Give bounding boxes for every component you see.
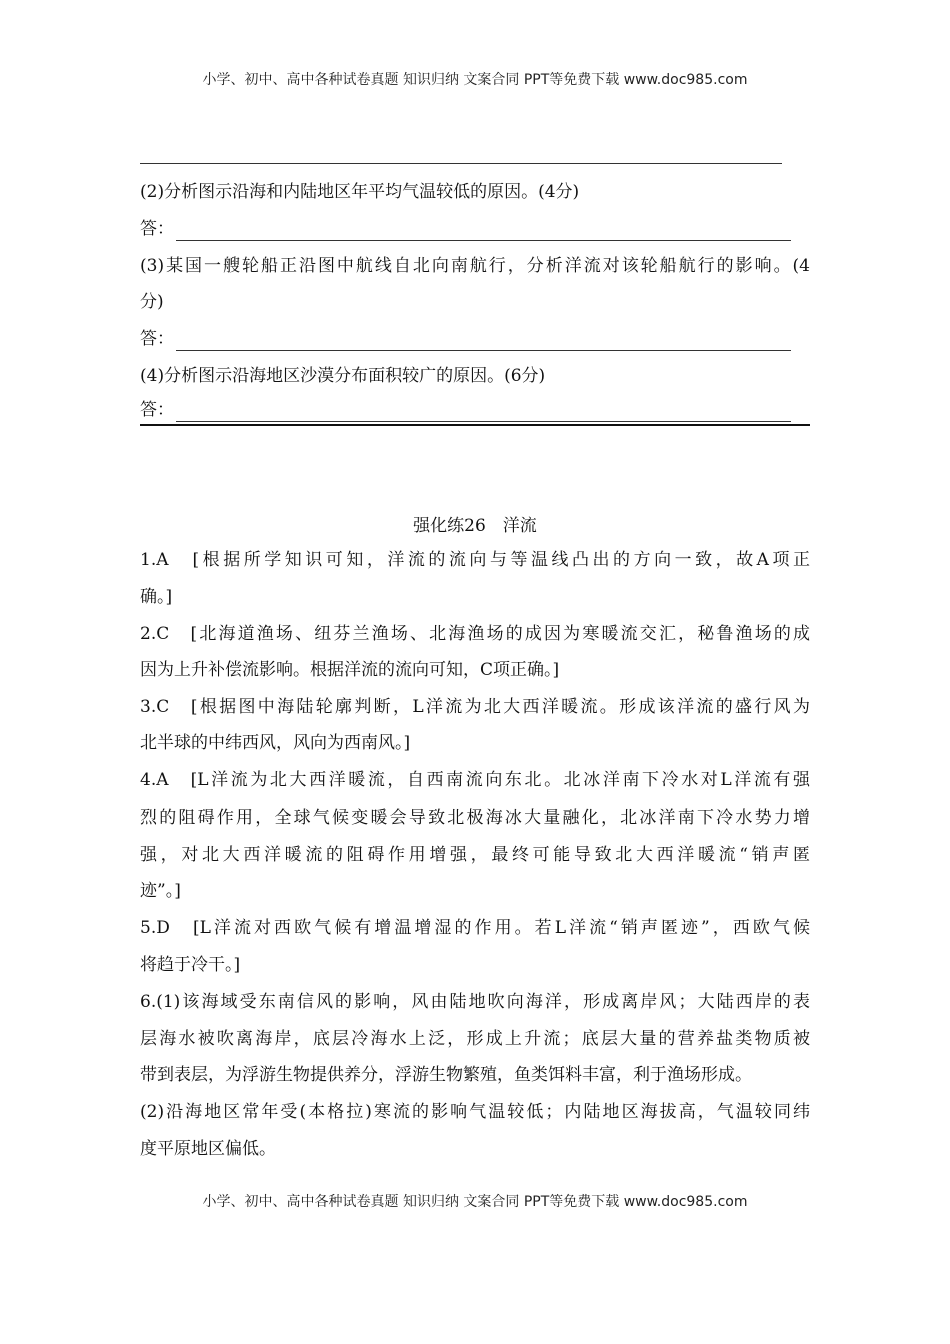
answer-line-text: 6.(1)该海域受东南信风的影响，风由陆地吹向海洋，形成离岸风；大陆西岸的表: [140, 992, 810, 1012]
answer-line-text: 迹”。]: [140, 881, 181, 901]
answer-line-text: 带到表层，为浮游生物提供养分，浮游生物繁殖，鱼类饵料丰富，利于渔场形成。: [140, 1065, 752, 1085]
answer-blank[interactable]: [176, 403, 791, 422]
answer-3: [140, 327, 810, 351]
answer-label: 答：: [140, 219, 174, 239]
answer-label: 答：: [140, 400, 174, 420]
answer-line-text: 层海水被吹离海岸，底层冷海水上泛，形成上升流；底层大量的营养盐类物质被: [140, 1029, 810, 1049]
answer-line-text: 5.D [L洋流对西欧气候有增温增湿的作用。若L洋流“销声匿迹”，西欧气候: [140, 918, 810, 938]
question-3-cont: 分): [140, 292, 164, 312]
answer-blank[interactable]: [176, 222, 791, 241]
answer-line-text: 1.A [根据所学知识可知，洋流的流向与等温线凸出的方向一致，故A项正: [140, 550, 810, 570]
section-title: 强化练26 洋流: [413, 516, 537, 536]
answer-line-text: 度平原地区偏低。: [140, 1139, 276, 1159]
answer-label: 答：: [140, 329, 174, 349]
answer-line-text: 因为上升补偿流影响。根据洋流的流向可知，C项正确。]: [140, 660, 560, 680]
answer-line-text: 将趋于冷干。]: [140, 955, 241, 975]
answer-line-text: 确。]: [140, 587, 173, 607]
question-4: (4)分析图示沿海地区沙漠分布面积较广的原因。(6分): [140, 366, 546, 386]
answer-line-text: 烈的阻碍作用，全球气候变暖会导致北极海冰大量融化，北冰洋南下冷水势力增: [140, 808, 810, 828]
answer-blank[interactable]: [176, 332, 791, 351]
answer-4: [140, 398, 810, 422]
answer-line-text: 3.C [根据图中海陆轮廓判断，L洋流为北大西洋暖流。形成该洋流的盛行风为: [140, 697, 810, 717]
question-2: (2)分析图示沿海和内陆地区年平均气温较低的原因。(4分): [140, 182, 580, 202]
question-3: (3)某国一艘轮船正沿图中航线自北向南航行，分析洋流对该轮船航行的影响。(4: [140, 256, 810, 276]
page-footer: 小学、初中、高中各种试卷真题 知识归纳 文案合同 PPT等免费下载 www.doc985.com: [202, 1194, 748, 1210]
answer-line-text: 2.C [北海道渔场、纽芬兰渔场、北海渔场的成因为寒暖流交汇，秘鲁渔场的成: [140, 624, 810, 644]
answer-line-text: 北半球的中纬西风，风向为西南风。]: [140, 733, 411, 753]
answer-line-text: (2)沿海地区常年受(本格拉)寒流的影响气温较低；内陆地区海拔高，气温较同纬: [140, 1102, 810, 1122]
answer-2: [140, 217, 810, 241]
section-divider: [140, 424, 810, 426]
answer-line: [140, 163, 782, 164]
answer-line-text: 4.A [L洋流为北大西洋暖流，自西南流向东北。北冰洋南下冷水对L洋流有强: [140, 770, 810, 790]
answer-line-text: 强，对北大西洋暖流的阻碍作用增强，最终可能导致北大西洋暖流“销声匿: [140, 845, 810, 865]
page-header: 小学、初中、高中各种试卷真题 知识归纳 文案合同 PPT等免费下载 www.doc985.com: [202, 72, 748, 88]
